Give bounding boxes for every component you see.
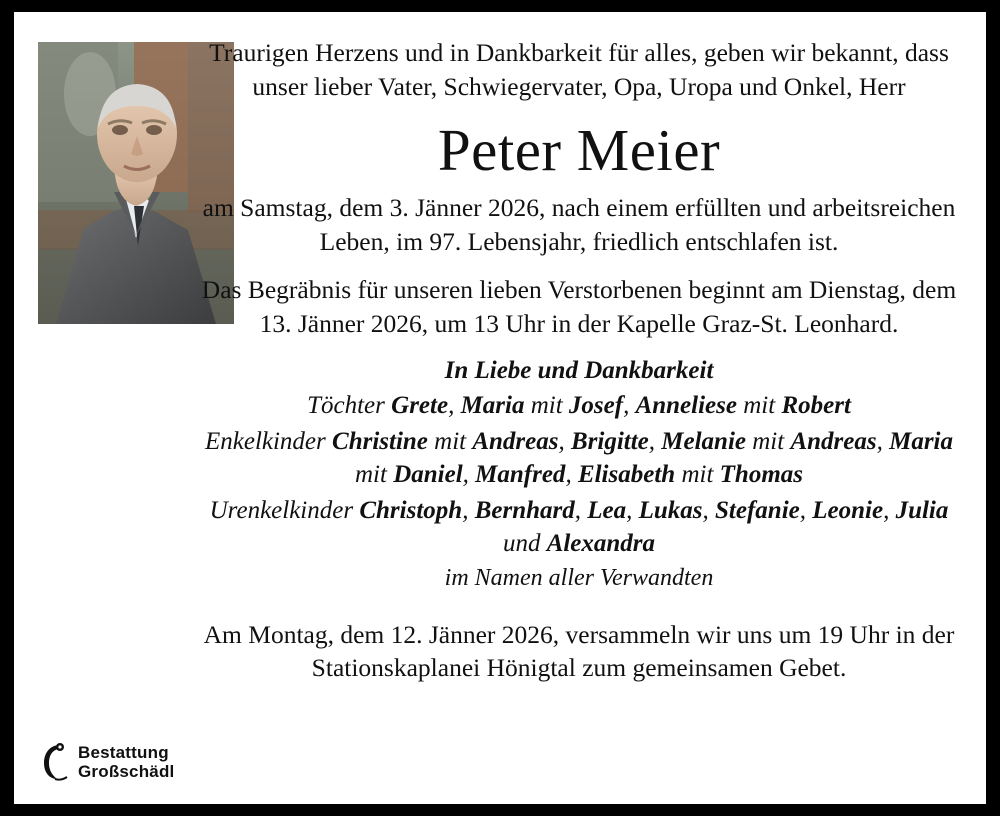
- death-details: am Samstag, dem 3. Jänner 2026, nach einem erfüllten und arbeitsreichen Leben, im 97. Lebensjahr, friedlich entschlafen ist.: [202, 193, 956, 257]
- funeral-details: Das Begräbnis für unseren lieben Verstorbenen beginnt am Dienstag, dem 13. Jänner 2026, um 13 Uhr in der Kapelle Graz-St. Leonhard.: [201, 275, 957, 339]
- deceased-name: Peter Meier: [437, 117, 721, 184]
- thanks-line: In Liebe und Dankbarkeit: [444, 357, 714, 385]
- obituary-text: [194, 36, 964, 685]
- lede-text: Traurigen Herzens und in Dankbarkeit für alles, geben wir bekannt, dass unser lieber Vater, Schwiegervater, Opa, Uropa und Onkel, Herr: [209, 38, 949, 101]
- funeral-home-logo: [40, 734, 260, 790]
- family-line-greatgrandchildren: Urenkelkinder Christoph, Bernhard, Lea, Lukas, Stefanie, Leonie, Julia und Alexandra: [209, 496, 949, 558]
- funeral-home-logo-icon: [40, 741, 70, 783]
- family-line-grandchildren: Enkelkinder Christine mit Andreas, Brigitte, Melanie mit Andreas, Maria mit Daniel, Manfred, Elisabeth mit Thomas: [204, 427, 953, 489]
- funeral-home-name: [78, 743, 174, 781]
- obituary-notice: [14, 12, 986, 804]
- prayer-details: Am Montag, dem 12. Jänner 2026, versammeln wir uns um 19 Uhr in der Stationskaplanei Hönigtal zum gemeinsamen Gebet.: [203, 619, 955, 683]
- family-line-daughters: Töchter Grete, Maria mit Josef, Anneliese mit Robert: [307, 392, 851, 420]
- logo-line-2: Großschädl: [78, 762, 175, 781]
- relatives-line: im Namen aller Verwandten: [444, 564, 714, 591]
- logo-line-1: Bestattung: [78, 742, 169, 762]
